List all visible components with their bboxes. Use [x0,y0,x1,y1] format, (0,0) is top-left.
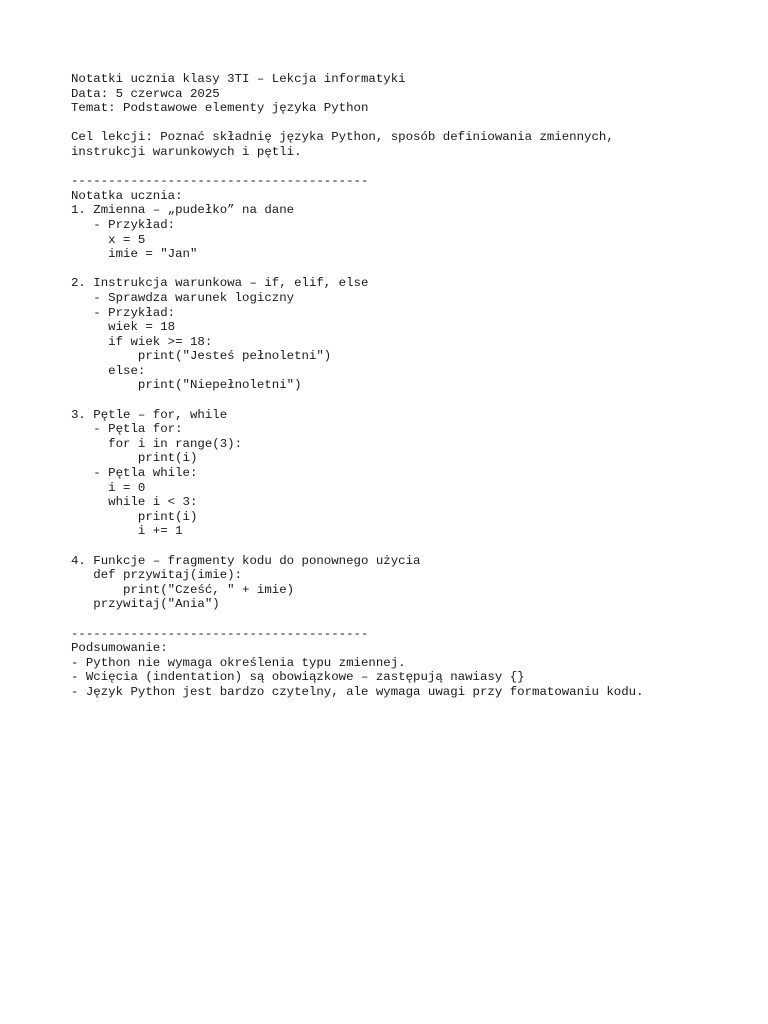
text-line: print("Niepełnoletni") [71,378,302,393]
text-line: print(i) [71,451,198,466]
text-line: Notatka ucznia: [71,188,183,203]
text-line: - Python nie wymaga określenia typu zmiennej. [71,655,406,670]
text-line [71,393,761,408]
text-line: Podsumowanie: [71,641,168,656]
text-line: Data: 5 czerwca 2025 [71,86,220,101]
text-line: imie = "Jan" [71,247,198,262]
text-line: - Pętla for: [71,422,183,437]
text-line: 4. Funkcje – fragmenty kodu do ponownego użycia [71,553,421,568]
text-line: ---------------------------------------- [71,626,369,641]
text-line: def przywitaj(imie): [71,568,243,583]
text-line: przywitaj("Ania") [71,597,220,612]
text-line [71,539,761,554]
text-line: instrukcji warunkowych i pętli. [71,144,302,159]
text-line: wiek = 18 [71,320,176,335]
text-line [71,262,761,277]
text-line: else: [71,363,146,378]
text-line: - Przykład: [71,305,176,320]
text-line: ---------------------------------------- [71,174,369,189]
text-line: x = 5 [71,232,146,247]
text-line: print("Cześć, " + imie) [71,582,295,597]
text-line [71,116,761,131]
text-line: if wiek >= 18: [71,334,213,349]
text-line: for i in range(3): [71,436,243,451]
text-line [71,160,761,175]
text-line: Temat: Podstawowe elementy języka Python [71,101,369,116]
text-line: print(i) [71,509,198,524]
text-line: 2. Instrukcja warunkowa – if, elif, else [71,276,369,291]
text-line: i += 1 [71,524,183,539]
text-line [71,612,761,627]
document-page [71,72,761,700]
text-line: Notatki ucznia klasy 3TI – Lekcja informatyki [71,72,406,86]
text-line: Cel lekcji: Poznać składnię języka Python, sposób definiowania zmiennych, [71,130,614,145]
text-line: i = 0 [71,480,146,495]
text-line: print("Jesteś pełnoletni") [71,349,332,364]
text-line: 1. Zmienna – „pudełko” na dane [71,203,295,218]
text-line: - Sprawdza warunek logiczny [71,290,295,305]
text-line: - Język Python jest bardzo czytelny, ale wymaga uwagi przy formatowaniu kodu. [71,684,644,699]
text-line: - Przykład: [71,217,176,232]
text-line: while i < 3: [71,495,198,510]
text-line: - Pętla while: [71,466,198,481]
text-line: - Wcięcia (indentation) są obowiązkowe – zastępują nawiasy {} [71,670,525,685]
text-line: 3. Pętle – for, while [71,407,228,422]
